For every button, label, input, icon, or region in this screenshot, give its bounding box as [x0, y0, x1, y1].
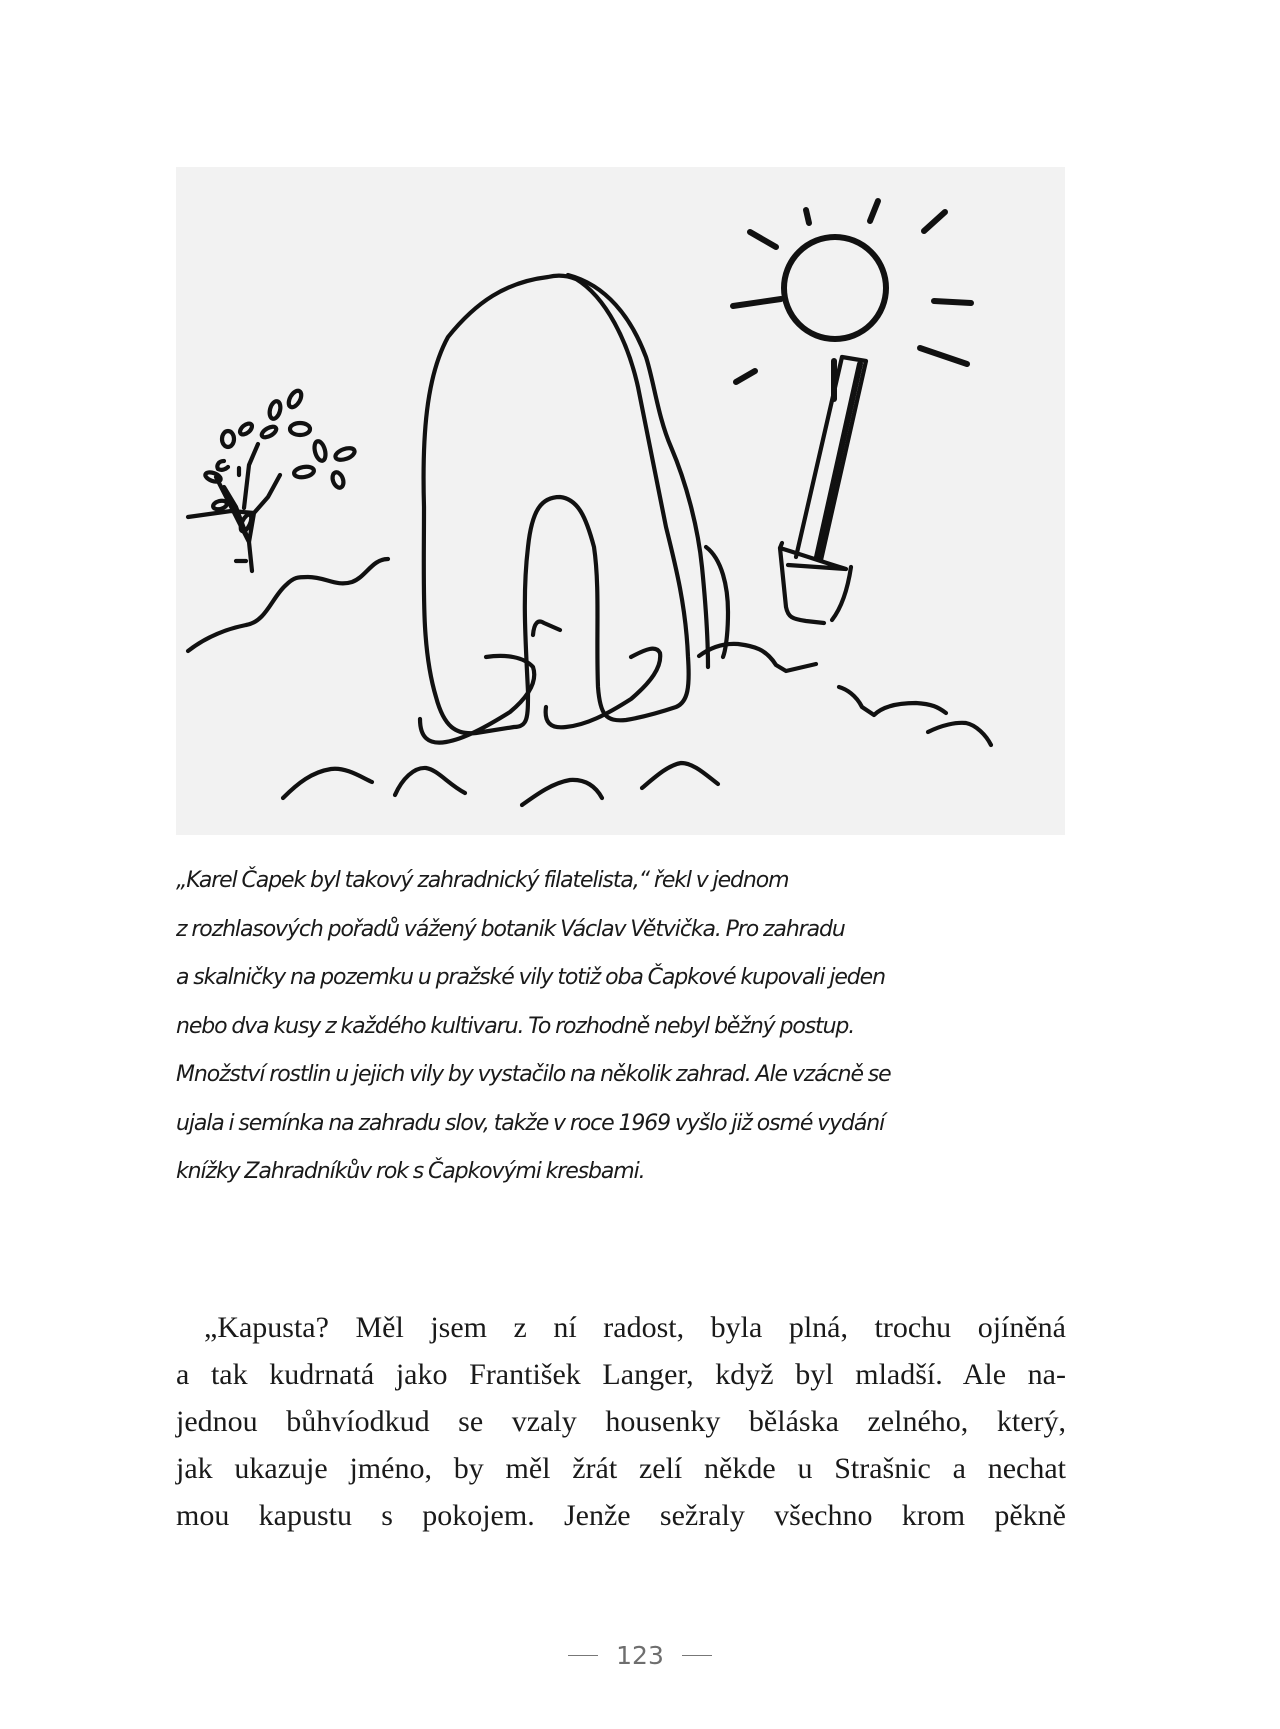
leaf	[313, 440, 328, 462]
sun-ray	[870, 201, 878, 221]
body-line: „Kapusta? Měl jsem z ní radost, byla plná, trochu ojíněná	[204, 1311, 1066, 1344]
leaf	[293, 465, 314, 478]
leaf	[217, 461, 228, 470]
leaf	[260, 425, 278, 440]
caption-line: nebo dva kusy z každého kultivaru. To rozhodně nebyl běžný postup.	[176, 1013, 855, 1039]
caption-line: „Karel Čapek byl takový zahradnický filatelista,“ řekl v jednom	[176, 868, 789, 893]
ground-hill-middle	[699, 644, 816, 671]
gardener-figure	[420, 275, 728, 743]
ground-hill-right	[839, 687, 946, 715]
page-number: 123	[616, 1641, 664, 1670]
leaf	[290, 423, 310, 435]
body-line: a tak kudrnatá jako František Langer, když byl mladší. Ale na-	[176, 1358, 1066, 1391]
caption-line: Množství rostlin u jejich vily by vystačilo na několik zahrad. Ale vzácně se	[176, 1062, 891, 1087]
shovel-icon	[780, 357, 866, 623]
illustration	[176, 167, 1065, 835]
caption-line: z rozhlasových pořadů vážený botanik Václav Větvička. Pro zahradu	[176, 916, 845, 942]
body-outline	[424, 276, 689, 734]
ground-mound	[642, 763, 718, 788]
tree-branches	[188, 444, 280, 571]
gardener-drawing	[176, 167, 1065, 835]
leaf	[331, 471, 346, 489]
leaf	[334, 446, 356, 462]
folio-dash-right	[682, 1655, 712, 1656]
leaf	[222, 431, 234, 447]
leaf	[268, 400, 282, 420]
ground	[188, 559, 991, 805]
figure-caption	[176, 857, 1076, 1197]
ground-hill-left	[188, 559, 388, 651]
leaf	[238, 421, 254, 436]
sun-ray	[806, 210, 809, 223]
sun-disc	[784, 237, 886, 339]
sun-icon	[733, 201, 971, 399]
body-line: jednou bůhvíodkud se vzaly housenky běláska zelného, který,	[176, 1405, 1066, 1438]
sun-ray	[924, 212, 945, 231]
shovel-handle-shadow	[817, 364, 860, 557]
ground-mound	[395, 768, 465, 795]
caption-line: ujala i semínka na zahradu slov, takže v roce 1969 vyšlo již osmé vydání	[176, 1110, 885, 1136]
shovel-blade-corner	[780, 543, 782, 548]
leaf	[212, 499, 228, 510]
leaf	[204, 471, 222, 484]
back-contour	[568, 275, 708, 667]
sun-ray	[733, 299, 781, 306]
folio-dash-left	[568, 1655, 598, 1656]
caption-line: a skalničky na pozemku u pražské vily totiž oba Čapkové kupovali jeden	[176, 965, 885, 990]
ground-mound	[522, 780, 602, 805]
body-line: jak ukazuje jméno, by měl žrát zelí někde u Strašnic a nechat	[176, 1452, 1066, 1485]
sun-ray	[750, 232, 776, 247]
tree-icon	[188, 389, 356, 571]
sun-ray	[920, 348, 967, 364]
tuft-mark	[533, 622, 560, 636]
body-paragraph	[176, 1304, 1066, 1539]
caption-line: knížky Zahradníkův rok s Čapkovými kresbami.	[176, 1159, 645, 1184]
page-footer	[0, 1641, 1280, 1670]
ground-mound	[283, 769, 372, 798]
shovel-blade	[780, 548, 851, 623]
ground-mound	[928, 723, 991, 745]
body-line: mou kapustu s pokojem. Jenže sežraly všechno krom pěkně	[176, 1499, 1066, 1532]
sun-ray	[934, 301, 971, 303]
sun-ray	[736, 371, 755, 382]
leaf	[286, 389, 304, 410]
